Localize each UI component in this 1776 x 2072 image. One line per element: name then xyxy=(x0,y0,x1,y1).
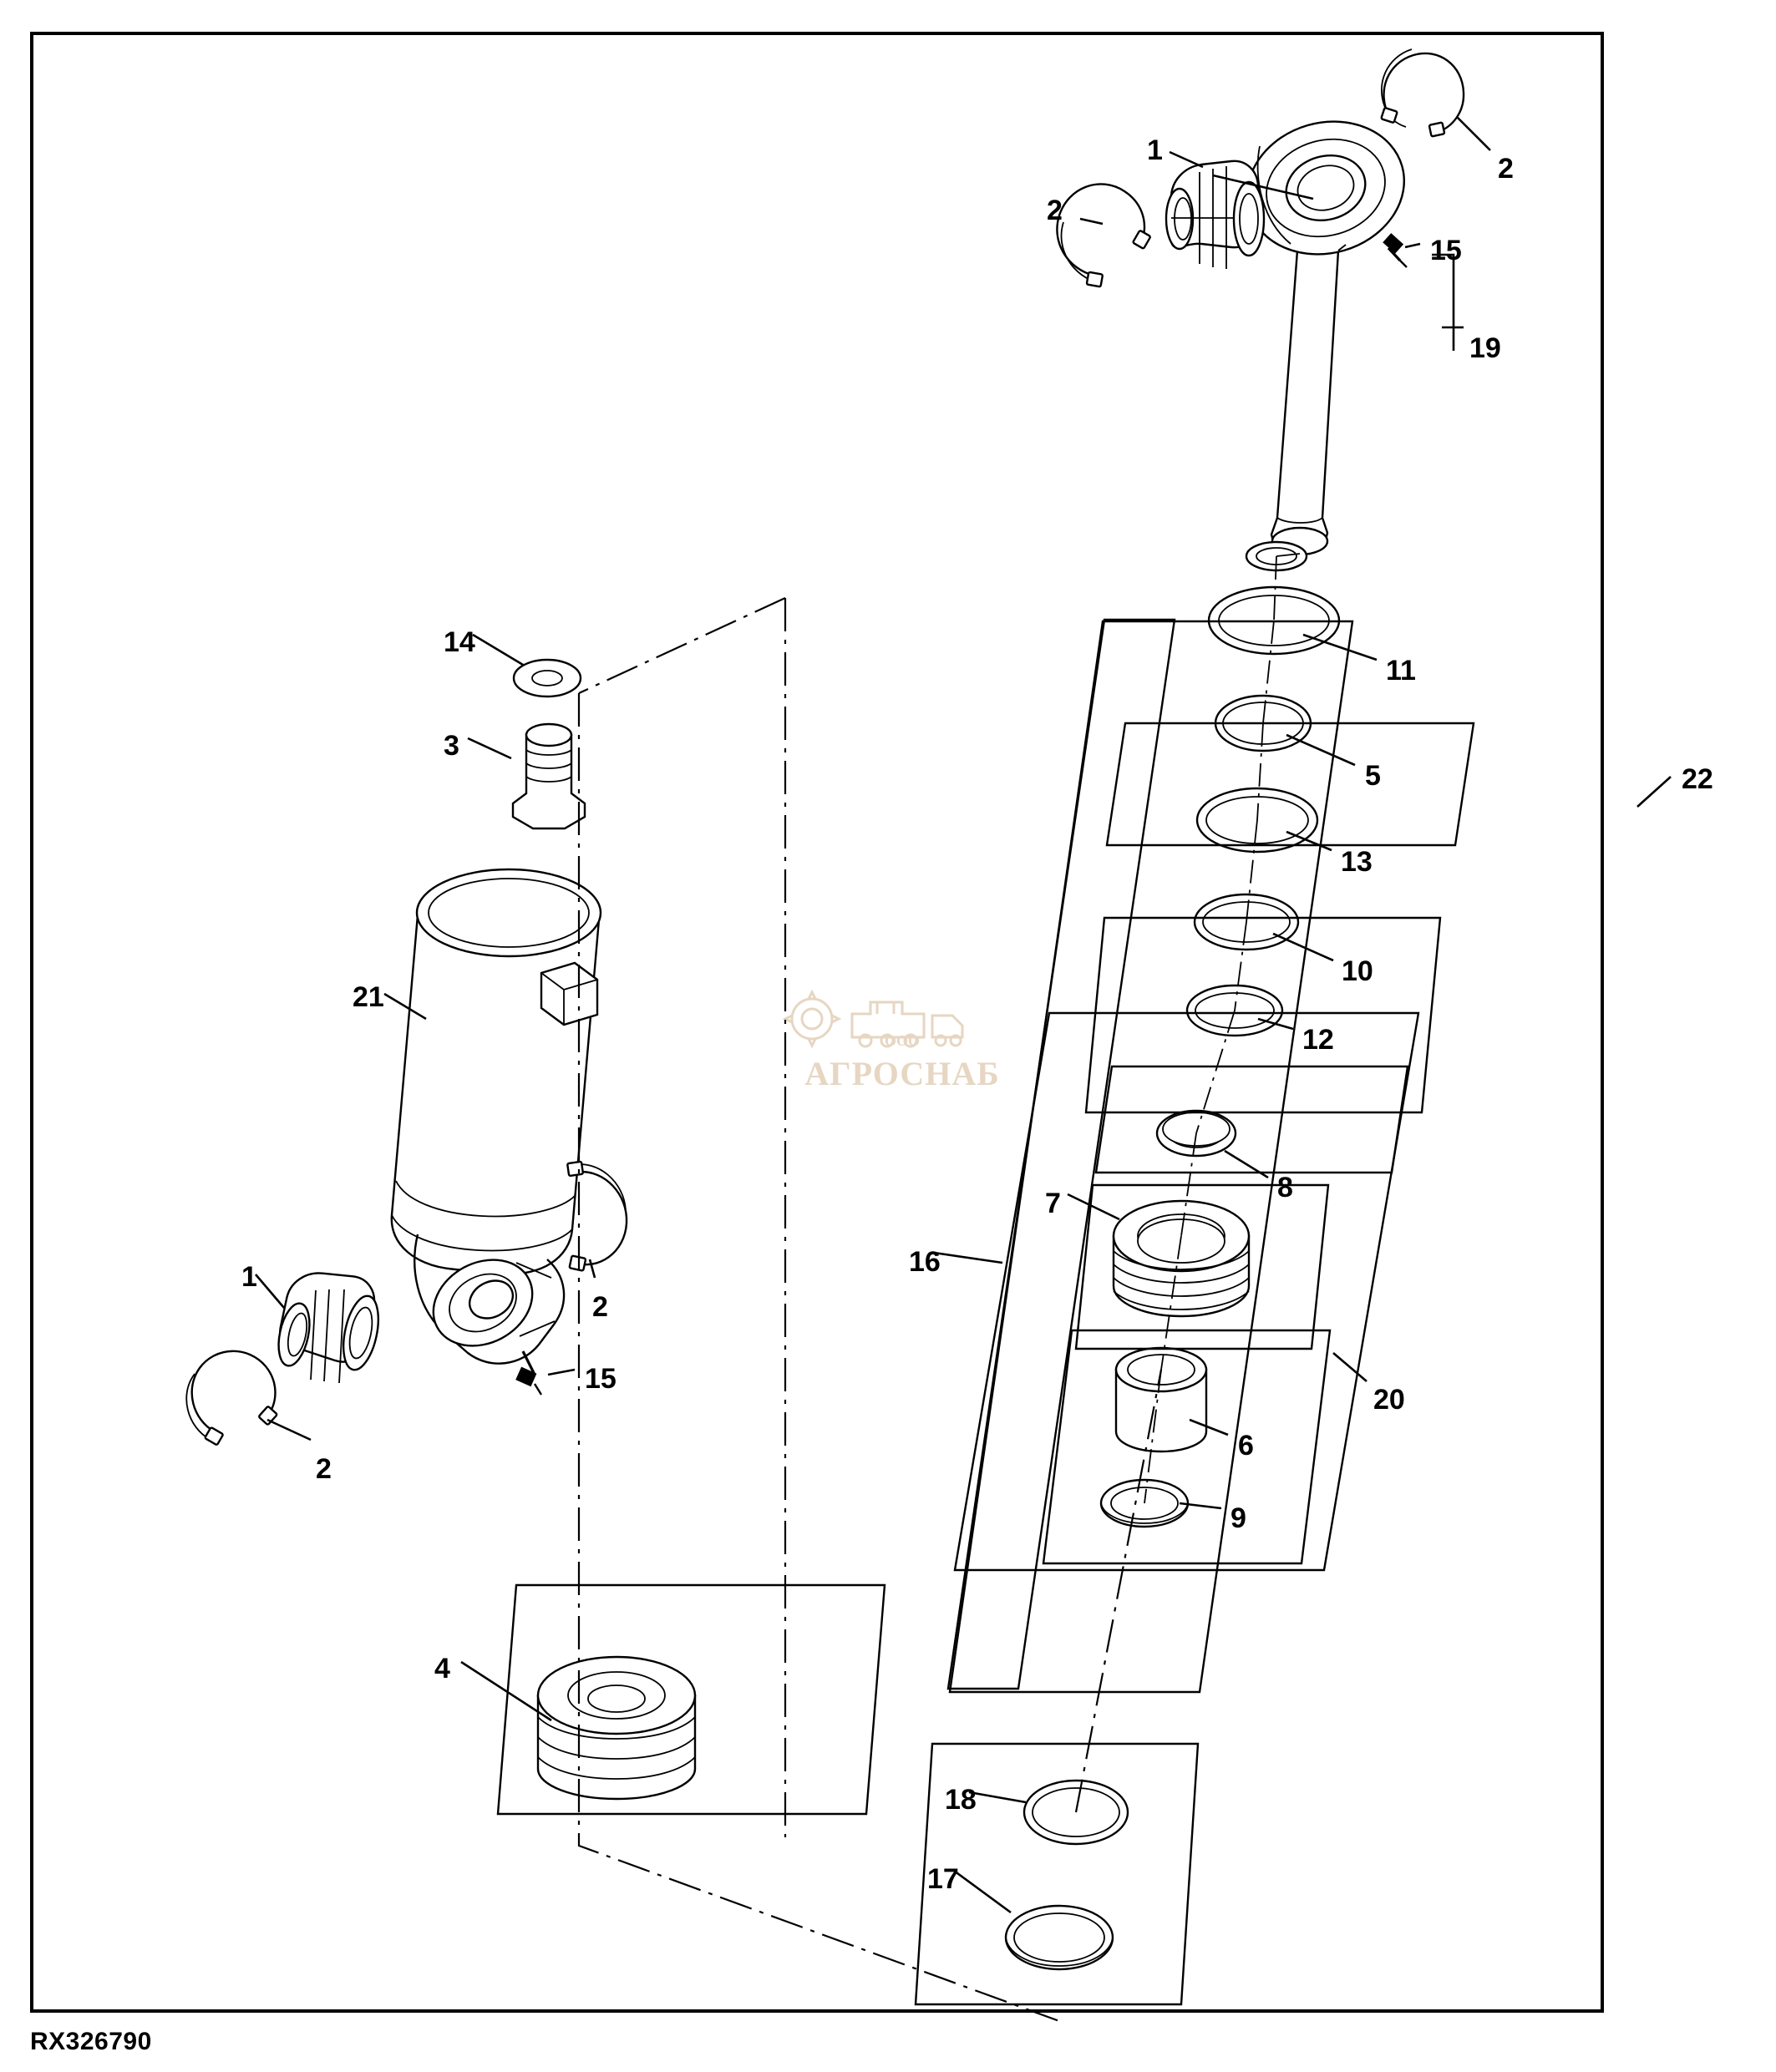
callout-bleed-screw-3: 3 xyxy=(444,730,459,762)
bushing-fitting-lower xyxy=(273,1264,383,1383)
callout-o-ring-18: 18 xyxy=(945,1784,977,1816)
callout-barrel-21: 21 xyxy=(353,981,384,1013)
callout-complete-cylinder-assembly: 22 xyxy=(1682,763,1713,795)
callout-seal-8: 8 xyxy=(1277,1172,1293,1203)
callout-piston-4: 4 xyxy=(434,1653,450,1684)
callout-snap-ring-upper-right: 2 xyxy=(1498,153,1514,185)
snap-ring-top-right xyxy=(1381,49,1464,137)
grease-fitting-lower xyxy=(515,1351,541,1395)
callout-fitting-lower-left: 1 xyxy=(241,1261,257,1293)
callout-grease-fitting-lower: 15 xyxy=(585,1363,617,1395)
callout-o-ring-11: 11 xyxy=(1386,655,1416,686)
callout-o-ring-13: 13 xyxy=(1341,846,1373,878)
callout-seal-17: 17 xyxy=(927,1863,959,1895)
callout-o-ring-12: 12 xyxy=(1302,1024,1334,1056)
gland-nut-7 xyxy=(1114,1201,1249,1316)
washer-14 xyxy=(514,660,581,697)
callout-fitting-upper-right: 1 xyxy=(1147,134,1163,166)
snap-ring-lower-left xyxy=(186,1351,277,1446)
bleed-screw-3 xyxy=(513,724,585,828)
callout-wiper-9: 9 xyxy=(1231,1502,1246,1534)
kit-box-16 xyxy=(948,620,1175,1689)
bushing-6 xyxy=(1116,1348,1206,1451)
callout-snap-ring-lower-right: 2 xyxy=(592,1291,608,1323)
callout-snap-ring-upper-left: 2 xyxy=(1047,195,1063,226)
callout-sub-kit-20: 20 xyxy=(1373,1384,1405,1416)
callout-gland-nut-7: 7 xyxy=(1045,1188,1061,1219)
rod-assembly-group xyxy=(1231,104,1420,555)
callout-back-up-ring-10: 10 xyxy=(1342,955,1373,987)
callout-snap-ring-lower-left: 2 xyxy=(316,1453,332,1485)
seal-17 xyxy=(1006,1906,1113,1969)
callout-grease-fitting-upper: 15 xyxy=(1430,235,1462,266)
callout-seal-kit-16: 16 xyxy=(909,1246,941,1278)
grease-fitting-upper xyxy=(1383,233,1407,267)
watermark-sub: ООО xyxy=(884,1032,920,1049)
figure-code: RX326790 xyxy=(30,2028,152,2055)
callout-seal-5: 5 xyxy=(1365,760,1381,792)
callout-bushing-6: 6 xyxy=(1238,1430,1254,1462)
bushing-fitting-top xyxy=(1166,161,1264,269)
watermark-text: АГРОСНАБ xyxy=(804,1055,1000,1092)
callout-rod-assembly: 19 xyxy=(1469,332,1501,364)
barrel-21 xyxy=(392,869,601,1364)
box-kit-16 xyxy=(949,621,1337,1694)
callout-washer-14: 14 xyxy=(444,626,475,658)
snap-ring-top-left xyxy=(1057,184,1150,286)
piston-4 xyxy=(538,1657,695,1799)
kit-boundary-16 xyxy=(950,621,1345,1692)
